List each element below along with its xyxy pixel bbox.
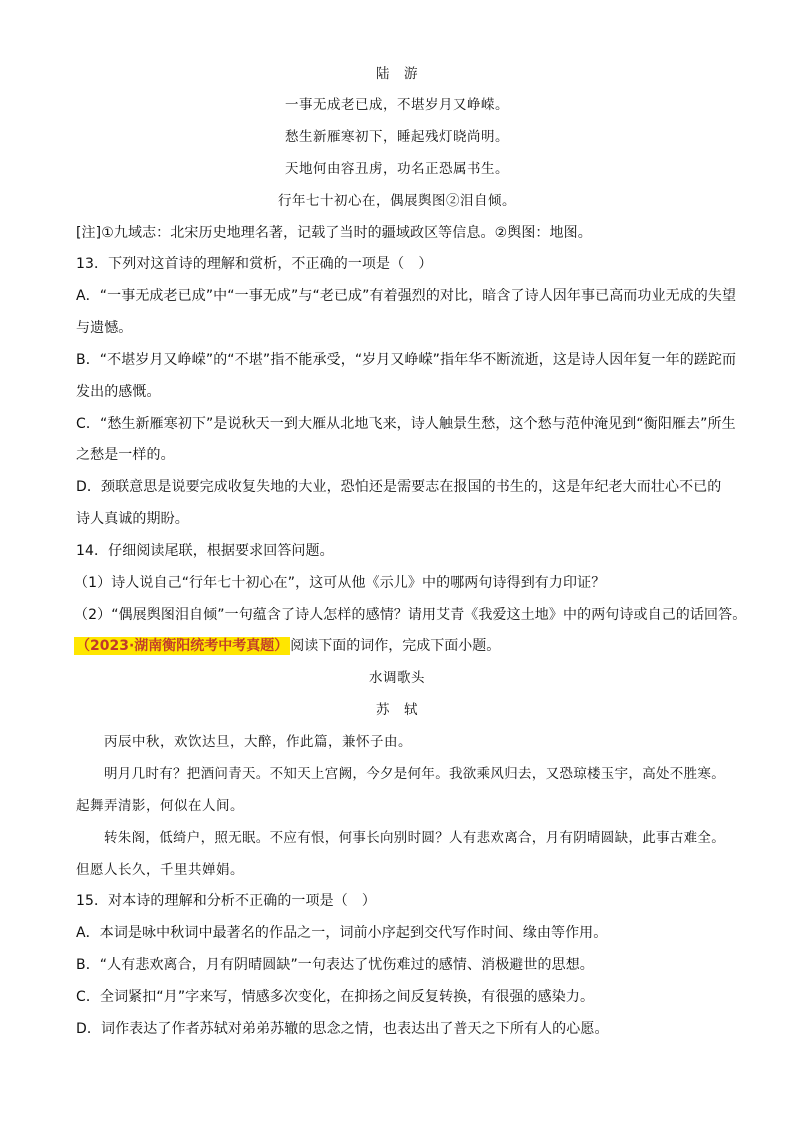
q13-option-d-line1: D．颈联意思是说要完成收复失地的大业，恐怕还是需要志在报国的书生的，这是年纪老大而壮心不已的 xyxy=(76,479,722,495)
q14-stem: 14．仔细阅读尾联，根据要求回答问题。 xyxy=(76,543,334,559)
poem2-preface: 丙辰中秋，欢饮达旦，大醉，作此篇，兼怀子由。 xyxy=(104,734,412,750)
poem1-line-4: 行年七十初心在，偶展舆图②泪自倾。 xyxy=(278,193,516,209)
q13-option-d-line2: 诗人真诚的期盼。 xyxy=(76,511,189,527)
source-tag: （2023·湖南衡阳统考中考真题） xyxy=(76,638,289,654)
poem2-stanza2-line1: 转朱阁，低绮户，照无眠。不应有恨，何事长向别时圆？人有悲欢离合，月有阴晴圆缺，此事古难全。 xyxy=(104,830,725,846)
poem1-line-3: 天地何由容丑虏，功名正恐属书生。 xyxy=(285,161,509,177)
q13-option-a-line1: A．“一事无成老已成”中“一事无成”与“老已成”有着强烈的对比，暗含了诗人因年事已高而功业无成的失望 xyxy=(76,288,737,304)
q13-stem: 13．下列对这首诗的理解和赏析，不正确的一项是（ ） xyxy=(76,256,433,272)
q15-option-d: D．词作表达了作者苏轼对弟弟苏辙的思念之情，也表达出了普天之下所有人的心愿。 xyxy=(76,1021,609,1037)
q15-option-c: C．全词紧扣“月”字来写，情感多次变化，在抑扬之间反复转换，有很强的感染力。 xyxy=(76,989,595,1005)
q13-option-a-line2: 与遗憾。 xyxy=(76,320,133,336)
poem1-line-2: 愁生新雁寒初下，睡起残灯晓尚明。 xyxy=(285,129,509,145)
q14-sub1: （1）诗人说自己“行年七十初心在”，这可从他《示儿》中的哪两句诗得到有力印证？ xyxy=(74,575,606,591)
poem1-note: [注]①九域志：北宋历史地理名著，记载了当时的疆域政区等信息。②舆图：地图。 xyxy=(76,225,592,241)
source-instruction: 阅读下面的词作，完成下面小题。 xyxy=(290,638,501,654)
q13-option-c-line2: 之愁是一样的。 xyxy=(76,447,175,463)
source-line xyxy=(74,636,500,656)
q15-option-a: A．本词是咏中秋词中最著名的作品之一，词前小序起到交代写作时间、缘由等作用。 xyxy=(76,925,608,941)
poem2-stanza2-line2: 但愿人长久，千里共婵娟。 xyxy=(76,862,244,878)
q13-option-b-line2: 发出的感慨。 xyxy=(76,384,161,400)
poem1-author: 陆 游 xyxy=(376,66,418,82)
q14-sub2: （2）“偶展舆图泪自倾”一句蕴含了诗人怎样的感情？请用艾青《我爱这土地》中的两句诗或自己的话回答。 xyxy=(74,607,747,623)
q15-stem: 15．对本诗的理解和分析不正确的一项是（ ） xyxy=(76,893,377,909)
q13-option-c-line1: C．“愁生新雁寒初下”是说秋天一到大雁从北地飞来，诗人触景生愁，这个愁与范仲淹见到“衡阳雁去”所生 xyxy=(76,416,736,432)
poem2-author: 苏 轼 xyxy=(376,702,418,718)
q13-option-b-line1: B．“不堪岁月又峥嵘”的“不堪”指不能承受，“岁月又峥嵘”指年华不断流逝，这是诗人因年复一年的蹉跎而 xyxy=(76,352,737,368)
q15-option-b: B．“人有悲欢离合，月有阴晴圆缺”一句表达了忧伤难过的感情、消极避世的思想。 xyxy=(76,957,594,973)
poem1-line-1: 一事无成老已成，不堪岁月又峥嵘。 xyxy=(285,97,509,113)
poem2-stanza1-line2: 起舞弄清影，何似在人间。 xyxy=(76,798,244,814)
poem2-title: 水调歌头 xyxy=(369,670,425,686)
poem2-stanza1-line1: 明月几时有？把酒问青天。不知天上宫阙，今夕是何年。我欲乘风归去，又恐琼楼玉宇，高处不胜寒。 xyxy=(104,766,725,782)
